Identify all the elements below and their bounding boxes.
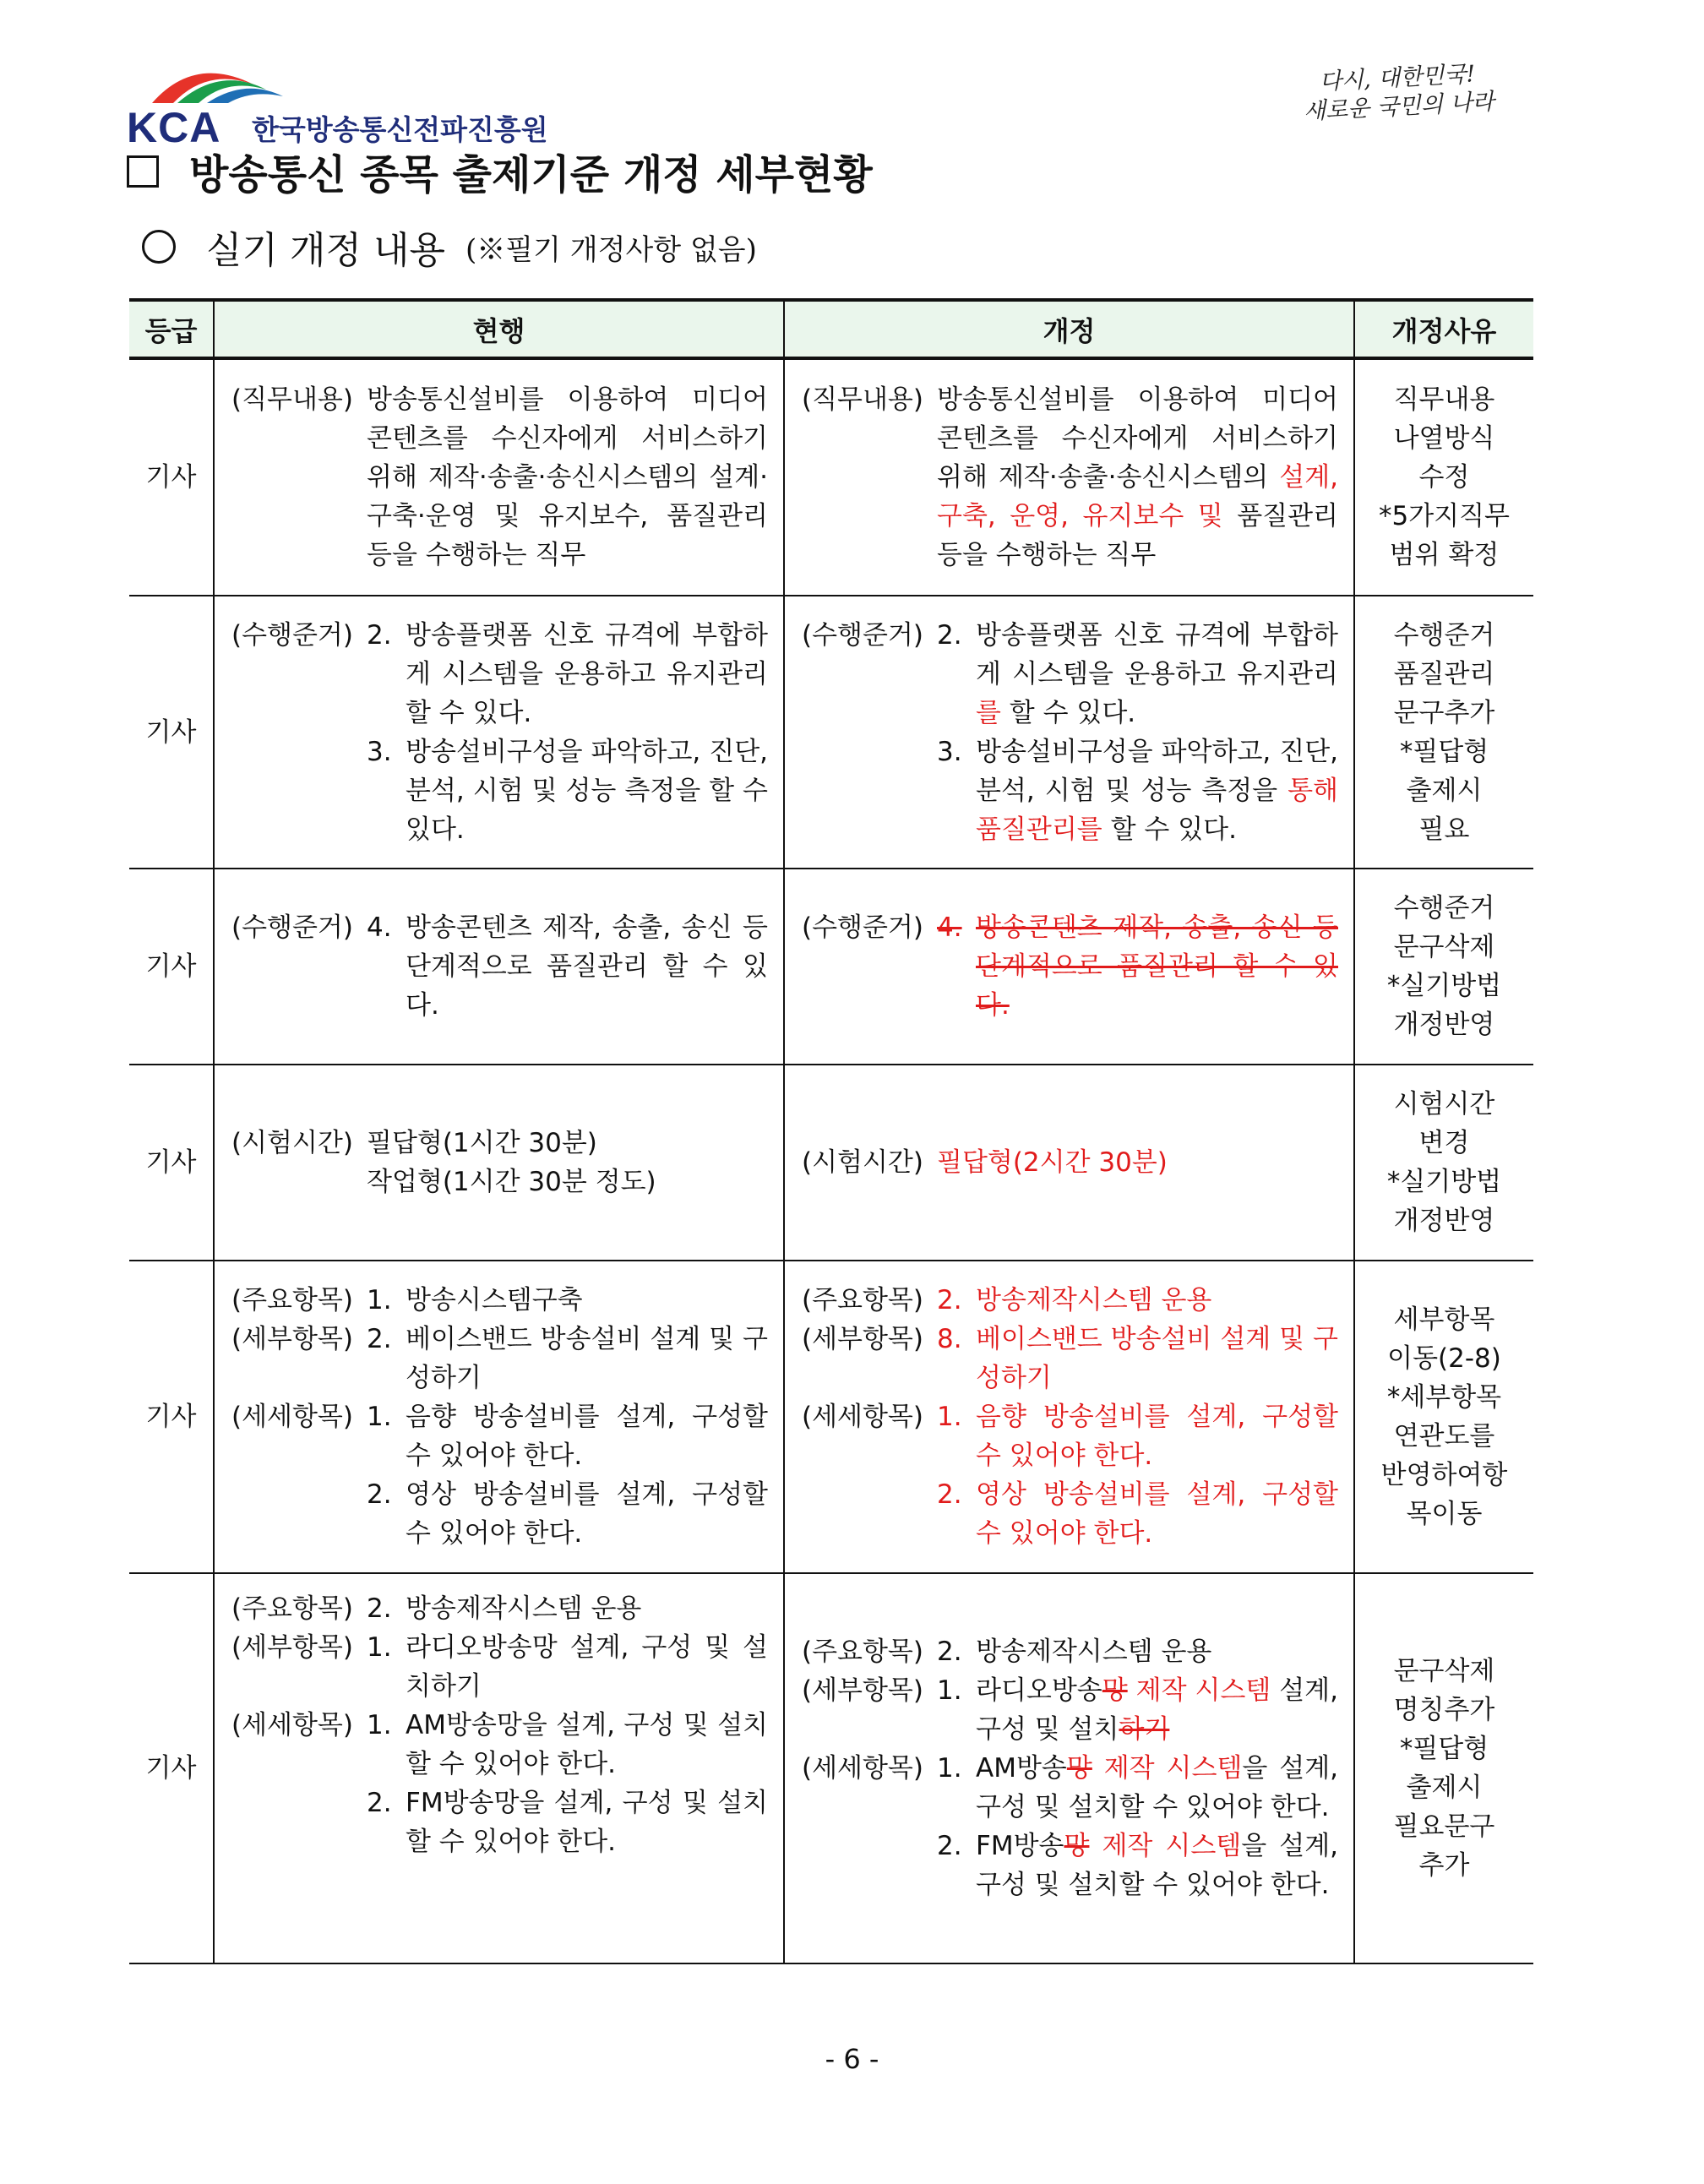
- reason-cell: [1354, 358, 1533, 596]
- revised-label: (수행준거): [802, 912, 923, 943]
- reason-line: 개정반영: [1393, 1206, 1495, 1236]
- item-number: 1.: [937, 1402, 962, 1432]
- grade-cell: 기사: [129, 869, 214, 1065]
- current-label: (수행준거): [231, 912, 353, 943]
- revised-text-highlight: 설계, 구축, 운영, 유지보수 및: [937, 462, 1338, 531]
- revised-label: (직무내용): [802, 384, 923, 415]
- item-text-deleted: 망: [1064, 1831, 1090, 1861]
- reason-line: *실기방법: [1386, 1167, 1502, 1197]
- item-text: 음향 방송설비를 설계, 구성할 수 있어야 한다.: [406, 1402, 768, 1471]
- current-label: (시험시간): [231, 1128, 353, 1158]
- subtitle-text: 실기 개정 내용: [206, 229, 445, 272]
- item-text-plain: 라디오방송: [976, 1675, 1102, 1706]
- reason-line: *세부항목: [1386, 1382, 1502, 1413]
- item-text-plain: AM방송: [976, 1753, 1067, 1784]
- revised-label: (시험시간): [802, 1147, 923, 1178]
- item-text-highlight: 음향 방송설비를 설계, 구성할 수 있어야 한다.: [976, 1402, 1338, 1471]
- item-text-plain: 할 수 있다.: [1102, 814, 1237, 845]
- reason-cell: [1354, 596, 1533, 869]
- reason-line: 나열방식: [1393, 423, 1495, 454]
- revised-cell: [784, 1261, 1354, 1573]
- item-text-highlight: 제작 시스템: [1127, 1675, 1271, 1706]
- reason-line: 수행준거: [1393, 619, 1495, 651]
- revised-cell: [784, 1065, 1354, 1261]
- item-number: 1.: [937, 1753, 962, 1784]
- item-number: 2.: [367, 1324, 392, 1354]
- subtitle-note: (※필기 개정사항 없음): [465, 232, 757, 267]
- current-cell: [214, 1261, 784, 1573]
- reason-line: *필답형: [1399, 736, 1489, 767]
- item-text: 방송플랫폼 신호 규격에 부합하게 시스템을 운용하고 유지관리 할 수 있다.: [406, 619, 768, 728]
- grade-cell: 기사: [129, 596, 214, 869]
- reason-line: 개정반영: [1393, 1010, 1495, 1040]
- grade-cell: 기사: [129, 1573, 214, 1963]
- reason-line: 시험시간: [1393, 1089, 1495, 1119]
- item-text-highlight: 방송제작시스템 운용: [976, 1285, 1212, 1315]
- current-cell: [214, 596, 784, 869]
- reason-line: 세부항목: [1393, 1304, 1495, 1335]
- header-revised: 개정: [784, 300, 1354, 358]
- item-text: 방송제작시스템 운용: [976, 1637, 1212, 1667]
- kca-logo: [127, 59, 566, 151]
- table-row: [129, 596, 1533, 869]
- revised-text-plain: 품질관리 등을 수행하는 직무: [937, 501, 1338, 570]
- item-text: 방송설비구성을 파악하고, 진단, 분석, 시험 및 성능 측정을 할 수 있다.: [406, 736, 768, 845]
- reason-line: 연관도를: [1393, 1421, 1495, 1451]
- grade-cell: 기사: [129, 358, 214, 596]
- grade-cell: 기사: [129, 1065, 214, 1261]
- item-text: 라디오방송망 설계, 구성 및 설치하기: [406, 1632, 768, 1702]
- item-text: 영상 방송설비를 설계, 구성할 수 있어야 한다.: [406, 1479, 768, 1549]
- item-number: 1.: [367, 1632, 392, 1663]
- item-text-deleted: 망: [1066, 1753, 1092, 1784]
- reason-line: 출제시: [1406, 1773, 1483, 1803]
- reason-line: *실기방법: [1386, 971, 1502, 1001]
- reason-line: 수행준거: [1393, 893, 1495, 923]
- item-text: [976, 616, 1338, 733]
- current-cell: [214, 1065, 784, 1261]
- current-label: (수행준거): [231, 619, 353, 651]
- detail-item-label: (세세항목): [802, 1753, 923, 1784]
- revised-label: (수행준거): [802, 619, 923, 651]
- item-number: 2.: [937, 1479, 962, 1510]
- item-text: 방송제작시스템 운용: [406, 1593, 642, 1624]
- item-text-plain: 을 설계, 구성 및 설치할 수 있어야 한다.: [976, 1831, 1338, 1900]
- detail-item-label: (세세항목): [802, 1402, 923, 1432]
- item-number: 2.: [937, 1285, 962, 1315]
- revised-cell: [784, 1573, 1354, 1963]
- table-row: [129, 869, 1533, 1065]
- item-number: 2.: [367, 1479, 392, 1510]
- item-text-plain: 방송플랫폼 신호 규격에 부합하게 시스템을 운용하고 유지관리: [976, 619, 1338, 689]
- item-text: [976, 1671, 1338, 1749]
- main-item-label: (주요항목): [231, 1593, 353, 1624]
- item-number: 3.: [367, 736, 392, 767]
- reason-line: *5가지직무: [1378, 501, 1510, 531]
- header-reason: 개정사유: [1354, 300, 1533, 358]
- logo-text: KCA: [127, 104, 221, 151]
- detail-item-label: (세세항목): [231, 1402, 353, 1432]
- sub-item-label: (세부항목): [231, 1324, 353, 1354]
- page-title-text: 방송통신 종목 출제기준 개정 세부현황: [189, 151, 873, 199]
- reason-line: 필요문구: [1393, 1811, 1495, 1842]
- revised-text: [937, 380, 1338, 575]
- reason-line: 목이동: [1406, 1499, 1483, 1529]
- exam-time-line: 작업형(1시간 30분 정도): [367, 1167, 656, 1197]
- reason-line: 추가: [1418, 1850, 1470, 1881]
- circle-bullet-icon: [142, 230, 176, 264]
- item-text-highlight: 제작 시스템: [1092, 1753, 1243, 1784]
- item-text: [976, 1827, 1338, 1904]
- slogan-line-1: 다시, 대한민국!: [1319, 61, 1477, 95]
- item-text-highlight: 제작 시스템: [1089, 1831, 1242, 1861]
- current-cell: [214, 1573, 784, 1963]
- reason-cell: [1354, 869, 1533, 1065]
- reason-cell: [1354, 1261, 1533, 1573]
- grade-cell: 기사: [129, 1261, 214, 1573]
- reason-line: *필답형: [1399, 1734, 1489, 1764]
- item-number: 4.: [367, 912, 392, 943]
- item-text-highlight: 통해 품질관리를: [976, 775, 1338, 845]
- item-number-deleted: 4.: [937, 912, 962, 943]
- item-text-deleted: 하기: [1119, 1714, 1170, 1745]
- item-text-plain: 할 수 있다.: [1000, 697, 1136, 728]
- reason-line: 문구추가: [1393, 697, 1495, 728]
- item-text-plain: FM방송: [976, 1831, 1064, 1861]
- slogan-calligraphy: [1299, 59, 1496, 127]
- item-text-deleted: 방송콘텐츠 제작, 송출, 송신 등 단계적으로 품질관리 할 수 있다.: [976, 912, 1338, 1021]
- item-text: 베이스밴드 방송설비 설계 및 구성하기: [406, 1324, 768, 1393]
- item-number: 2.: [937, 619, 962, 651]
- reason-cell: [1354, 1065, 1533, 1261]
- logo-swoosh-icon: [127, 59, 296, 110]
- page-header: [127, 51, 1512, 151]
- current-cell: [214, 358, 784, 596]
- item-text-highlight: 를: [976, 697, 1001, 728]
- exam-time-line: 필답형(1시간 30분): [367, 1128, 597, 1158]
- sub-item-label: (세부항목): [802, 1675, 923, 1706]
- reason-line: 출제시: [1406, 775, 1483, 806]
- revised-cell: [784, 596, 1354, 869]
- reason-line: 품질관리: [1393, 658, 1495, 689]
- sub-item-label: (세부항목): [802, 1324, 923, 1354]
- item-number: 2.: [367, 1593, 392, 1624]
- main-item-label: (주요항목): [231, 1285, 353, 1315]
- section-subtitle: [142, 220, 757, 274]
- item-number: 1.: [367, 1285, 392, 1315]
- header-grade: 등급: [129, 300, 214, 358]
- item-text: [976, 733, 1338, 849]
- reason-line: 직무내용: [1393, 384, 1495, 415]
- item-number: 2.: [937, 1831, 962, 1861]
- table-row: [129, 1261, 1533, 1573]
- org-name: 한국방송통신전파진흥원: [252, 113, 548, 146]
- table-row: [129, 1573, 1533, 1963]
- item-text-plain: 설계, 구성 및 설치: [976, 1675, 1338, 1745]
- table-row: [129, 358, 1533, 596]
- slogan-line-2: 새로운 국민의 나라: [1303, 89, 1495, 125]
- revision-table: [129, 298, 1533, 1964]
- detail-item-label: (세세항목): [231, 1710, 353, 1740]
- item-number: 1.: [937, 1675, 962, 1706]
- item-text-highlight: 베이스밴드 방송설비 설계 및 구성하기: [976, 1324, 1338, 1393]
- current-text: 방송통신설비를 이용하여 미디어 콘텐츠를 수신자에게 서비스하기 위해 제작·송출·송신시스템의 설계·구축·운영 및 유지보수, 품질관리 등을 수행하는 직무: [367, 384, 768, 570]
- item-text-plain: 방송설비구성을 파악하고, 진단, 분석, 시험 및 성능 측정을: [976, 736, 1338, 806]
- reason-line: 명칭추가: [1393, 1695, 1495, 1725]
- current-label: (직무내용): [231, 384, 353, 415]
- item-number: 1.: [367, 1402, 392, 1432]
- item-text-plain: 을 설계, 구성 및 설치할 수 있어야 한다.: [976, 1753, 1338, 1822]
- current-cell: [214, 869, 784, 1065]
- item-text: AM방송망을 설계, 구성 및 설치할 수 있어야 한다.: [406, 1710, 768, 1779]
- item-text: FM방송망을 설계, 구성 및 설치할 수 있어야 한다.: [406, 1788, 768, 1857]
- item-number: 8.: [937, 1324, 962, 1354]
- reason-cell: [1354, 1573, 1533, 1963]
- revised-cell: [784, 869, 1354, 1065]
- table-header-row: [129, 300, 1533, 358]
- reason-line: 문구삭제: [1393, 932, 1495, 962]
- reason-line: 범위 확정: [1389, 540, 1500, 570]
- header-current: 현행: [214, 300, 784, 358]
- item-text-highlight: 영상 방송설비를 설계, 구성할 수 있어야 한다.: [976, 1479, 1338, 1549]
- item-number: 2.: [937, 1637, 962, 1667]
- exam-time-revised: 필답형(2시간 30분): [937, 1147, 1168, 1178]
- main-item-label: (주요항목): [802, 1637, 923, 1667]
- reason-line: 문구삭제: [1393, 1656, 1495, 1686]
- reason-line: 이동(2-8): [1387, 1343, 1501, 1374]
- item-number: 2.: [367, 1788, 392, 1818]
- sub-item-label: (세부항목): [231, 1632, 353, 1663]
- revised-text-plain: 방송통신설비를 이용하여 미디어 콘텐츠를 수신자에게 서비스하기 위해 제작·송출·송신시스템의: [937, 384, 1338, 493]
- page-title: [127, 142, 873, 200]
- item-number: 2.: [367, 619, 392, 651]
- page-number: - 6 -: [825, 2043, 879, 2075]
- item-text-deleted: 망: [1102, 1675, 1128, 1706]
- reason-line: 반영하여항: [1380, 1460, 1508, 1490]
- item-text: 방송시스템구축: [406, 1285, 583, 1315]
- item-number: 1.: [367, 1710, 392, 1740]
- item-text: [976, 1749, 1338, 1827]
- table-row: [129, 1065, 1533, 1261]
- reason-line: 필요: [1418, 814, 1470, 845]
- checkbox-square-icon: [127, 155, 159, 188]
- reason-line: 변경: [1418, 1128, 1470, 1158]
- item-number: 3.: [937, 736, 962, 767]
- main-item-label: (주요항목): [802, 1285, 923, 1315]
- reason-line: 수정: [1418, 462, 1470, 493]
- revised-cell: [784, 358, 1354, 596]
- item-text: 방송콘텐츠 제작, 송출, 송신 등 단계적으로 품질관리 할 수 있다.: [406, 912, 768, 1021]
